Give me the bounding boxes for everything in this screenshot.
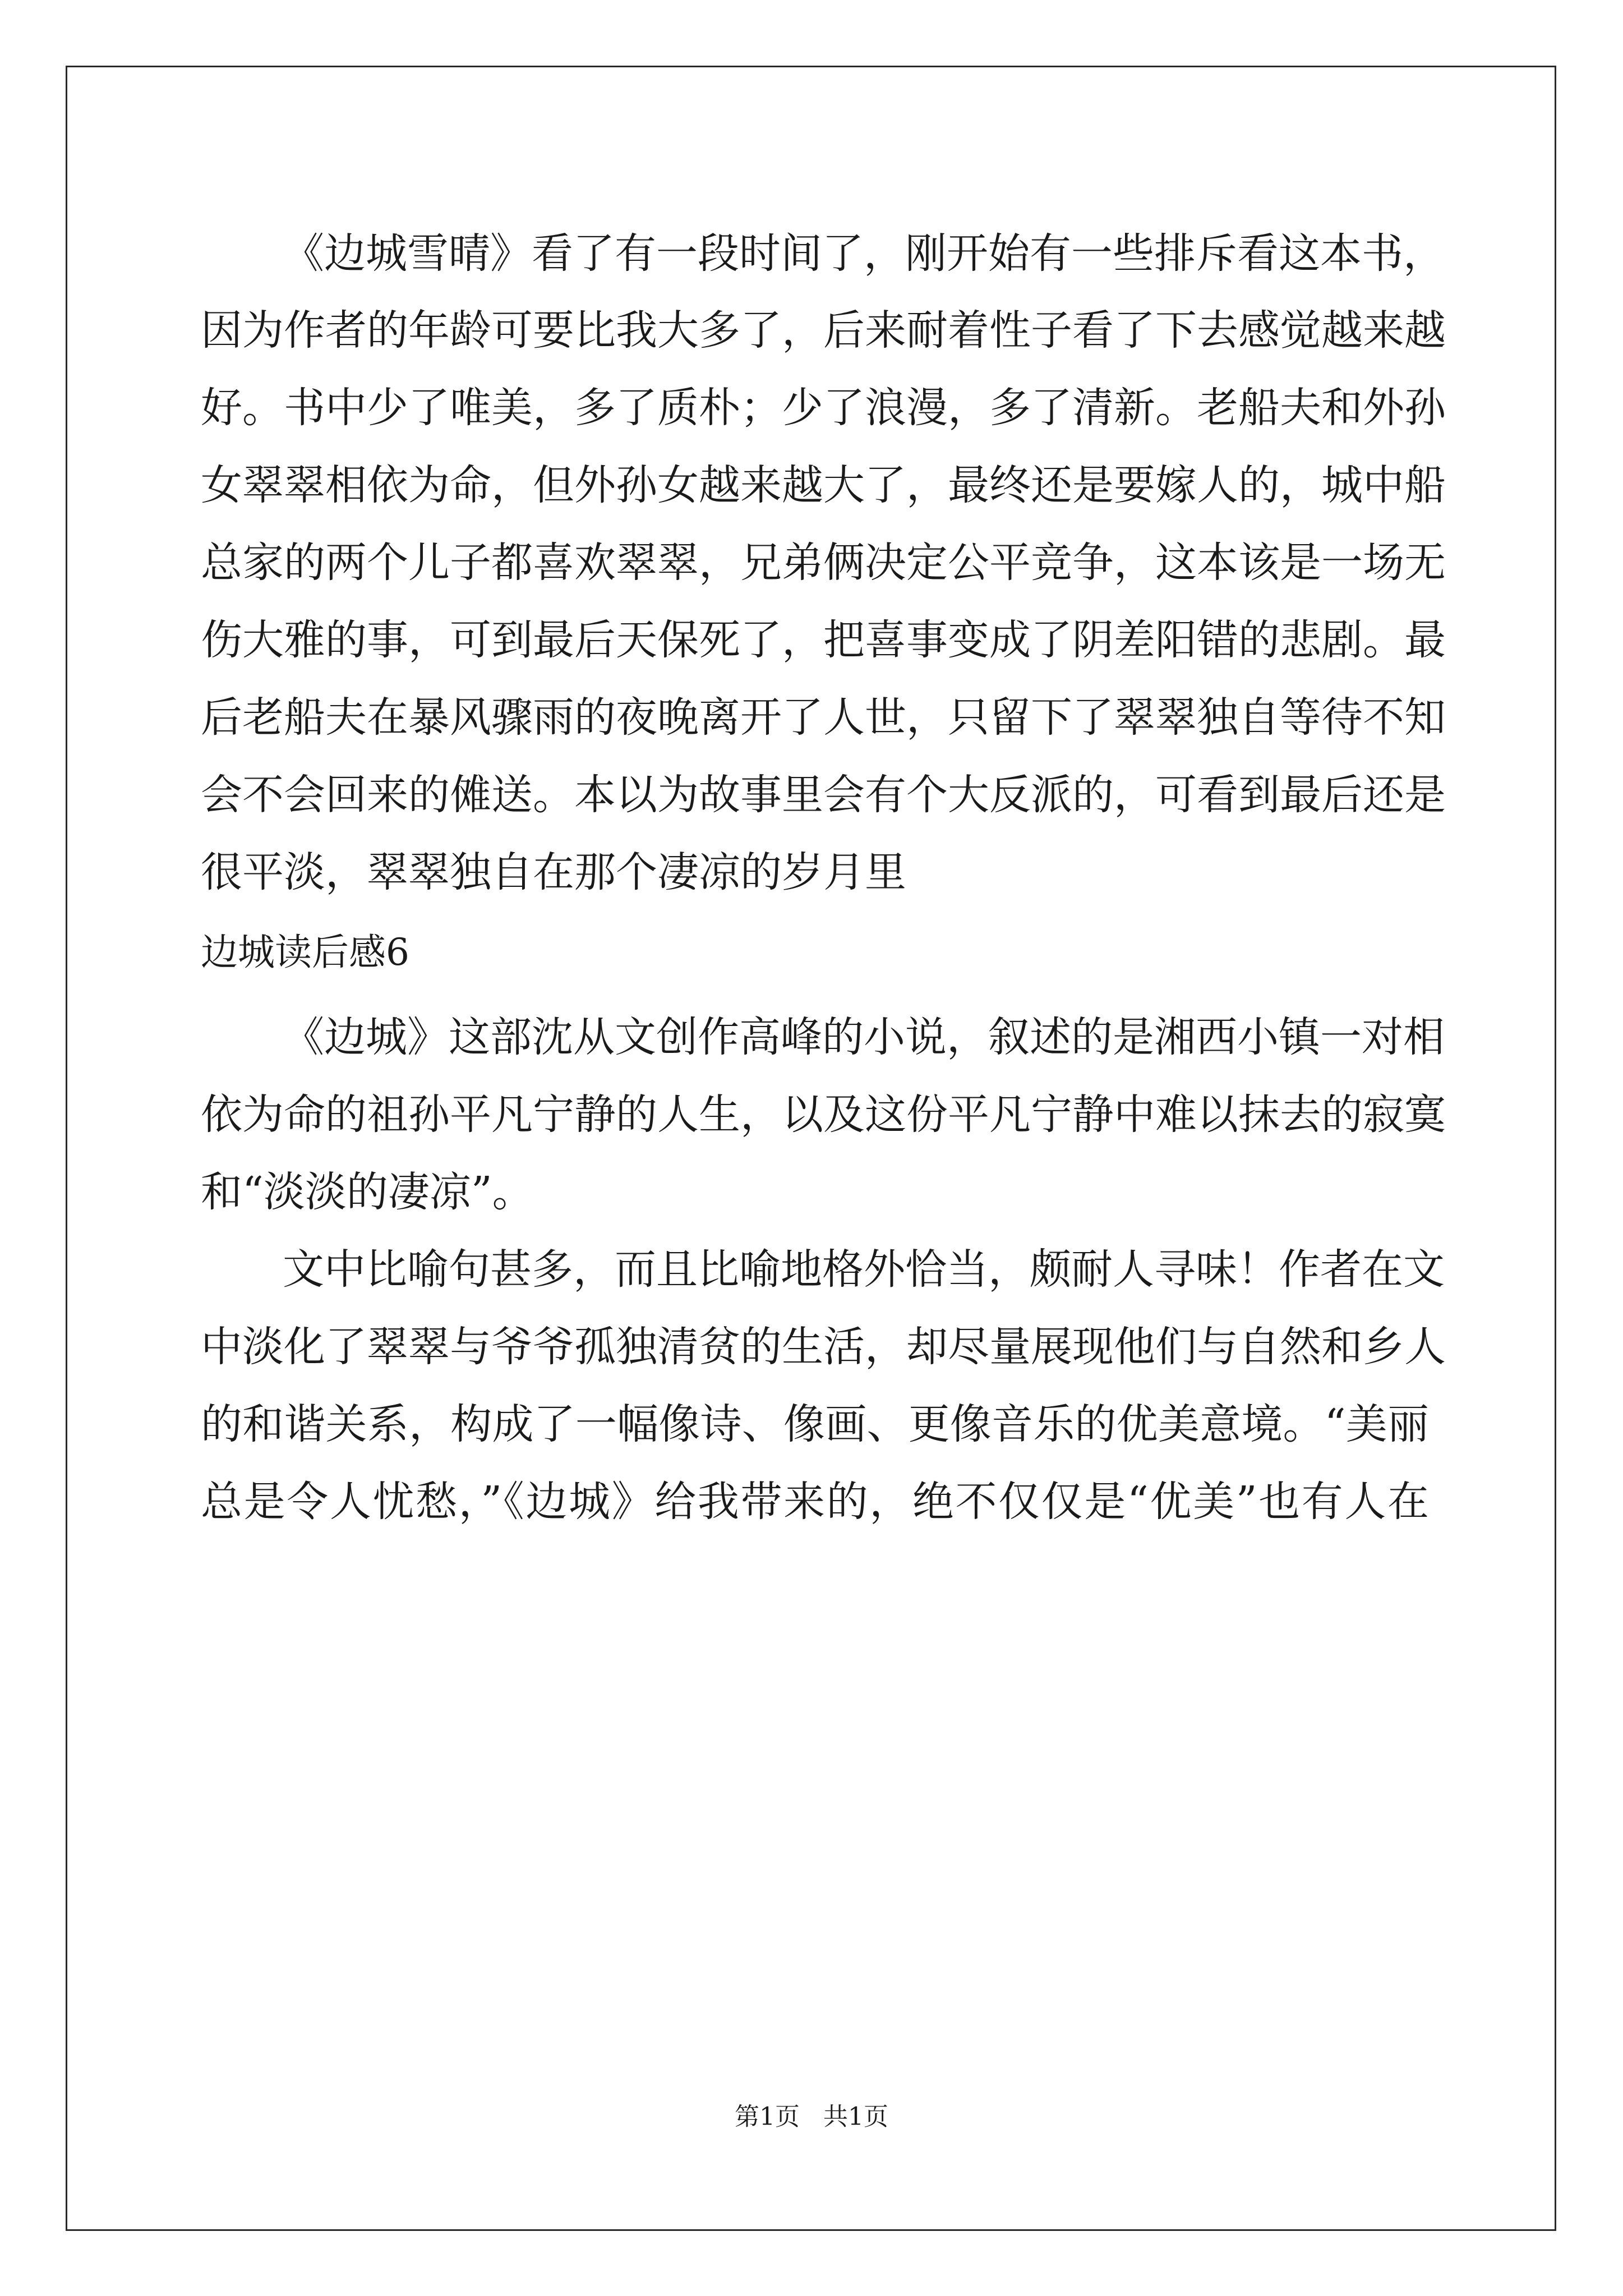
paragraph-1-line-4: 女翠翠相依为命，但外孙女越来越大了，最终还是要嫁人的，城中船 (201, 461, 1446, 509)
paragraph-1-line-3: 好。书中少了唯美，多了质朴；少了浪漫，多了清新。老船夫和外孙 (201, 384, 1446, 432)
paragraph-1-line-7: 后老船夫在暴风骤雨的夜晚离开了人世，只留下了翠翠独自等待不知 (201, 693, 1446, 742)
paragraph-1-line-5: 总家的两个儿子都喜欢翠翠，兄弟俩决定公平竞争，这本该是一场无 (201, 539, 1446, 587)
paragraph-1-line-9: 很平淡，翠翠独自在那个凄凉的岁月里 (201, 848, 906, 896)
paragraph-2-line-3: 和“淡淡的凄凉”。 (201, 1168, 534, 1216)
paragraph-3-line-2: 中淡化了翠翠与爷爷孤独清贫的生活，却尽量展现他们与自然和乡人 (201, 1323, 1446, 1371)
paragraph-3-line-1: 文中比喻句甚多，而且比喻地格外恰当，颇耐人寻味！作者在文 (283, 1245, 1445, 1294)
paragraph-3-line-4: 总是令人忧愁，”《边城》给我带来的，绝不仅仅是“优美”也有人在 (201, 1478, 1429, 1526)
paragraph-2-line-1: 《边城》这部沈从文创作高峰的小说，叙述的是湘西小镇一对相 (283, 1013, 1445, 1061)
paragraph-1-line-1: 《边城雪晴》看了有一段时间了，刚开始有一些排斥看这本书， (283, 229, 1445, 278)
page-number-footer: 第1页 共1页 (735, 2102, 888, 2131)
paragraph-1-line-8: 会不会回来的傩送。本以为故事里会有个大反派的，可看到最后还是 (201, 771, 1446, 819)
paragraph-2-line-2: 依为命的祖孙平凡宁静的人生，以及这份平凡宁静中难以抹去的寂寞 (201, 1091, 1446, 1139)
paragraph-1-line-2: 因为作者的年龄可要比我大多了，后来耐着性子看了下去感觉越来越 (201, 306, 1446, 355)
paragraph-3-line-3: 的和谐关系，构成了一幅像诗、像画、更像音乐的优美意境。“美丽 (201, 1400, 1429, 1448)
section-heading: 边城读后感6 (201, 931, 409, 974)
paragraph-1-line-6: 伤大雅的事，可到最后天保死了，把喜事变成了阴差阳错的悲剧。最 (201, 616, 1446, 664)
